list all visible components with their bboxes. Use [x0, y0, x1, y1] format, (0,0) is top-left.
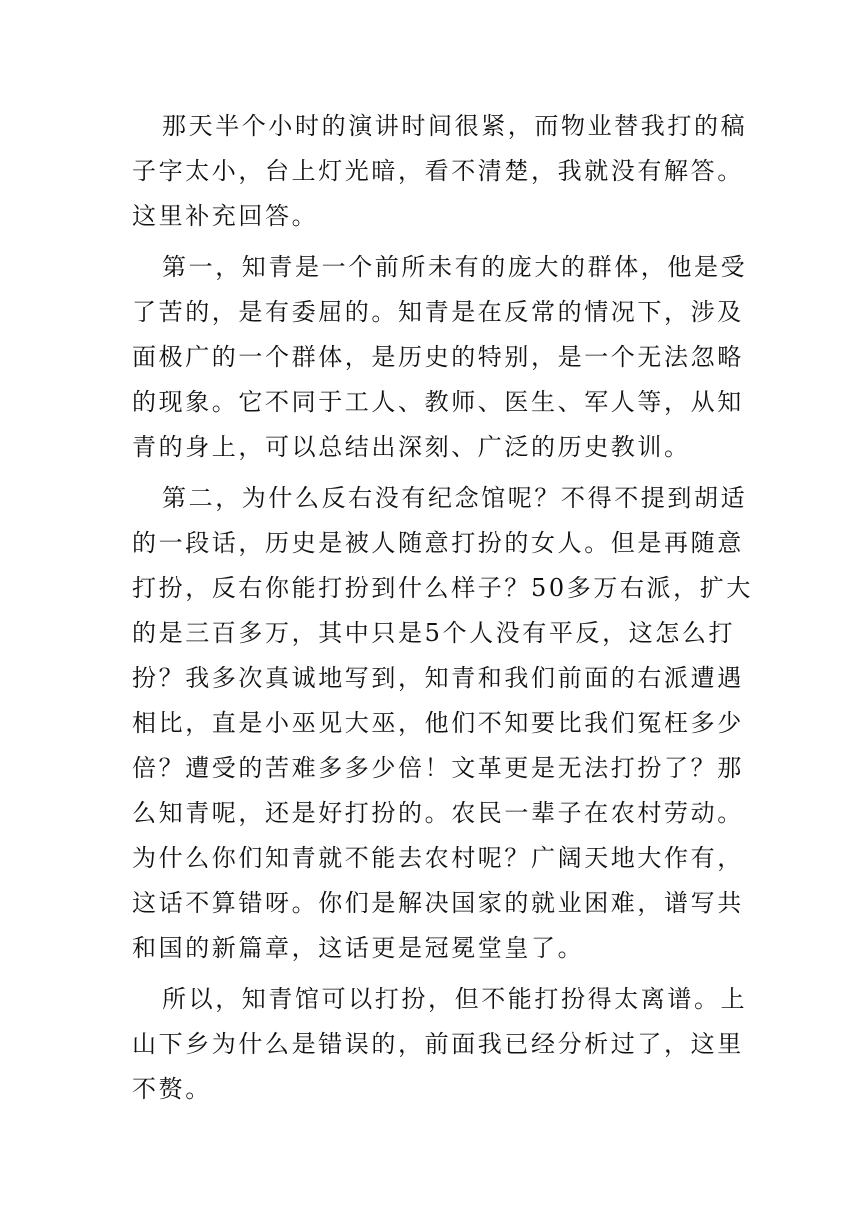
text-line: 么知青呢，还是好打扮的。农民一辈子在农村劳动。: [132, 799, 744, 827]
text-line: 相比，直是小巫见大巫，他们不知要比我们冤枉多少: [132, 709, 744, 737]
text-line: 青的身上，可以总结出深刻、广泛的历史教训。: [132, 433, 691, 461]
text-line: 面极广的一个群体，是历史的特别，是一个无法忽略: [132, 343, 744, 371]
text-line: 的一段话，历史是被人随意打扮的女人。但是再随意: [132, 529, 744, 557]
text-line: 不赘。: [132, 1075, 212, 1103]
text-line: 的现象。它不同于工人、教师、医生、军人等，从知: [132, 388, 744, 416]
document-body: [132, 104, 753, 1118]
text-line: 了苦的，是有委屈的。知青是在反常的情况下，涉及: [132, 298, 744, 326]
text-line: 扮？我多次真诚地写到，知青和我们前面的右派遭遇: [132, 664, 744, 692]
paragraph-conclusion: [132, 977, 748, 1112]
text-line: 所以，知青馆可以打扮，但不能打扮得太离谱。上: [162, 985, 748, 1013]
paragraph-intro: [132, 104, 748, 239]
text-line: 第二，为什么反右没有纪念馆呢？不得不提到胡适: [162, 484, 748, 512]
paragraph-first-point: [132, 245, 748, 470]
text-line: 的是三百多万，其中只是5个人没有平反，这怎么打: [132, 619, 736, 647]
text-line: 这话不算错呀。你们是解决国家的就业困难，谱写共: [132, 889, 744, 917]
text-line: 倍？遭受的苦难多多少倍！文革更是无法打扮了？那: [132, 754, 744, 782]
text-line: 这里补充回答。: [132, 202, 319, 230]
text-line: 子字太小，台上灯光暗，看不清楚，我就没有解答。: [132, 157, 744, 185]
text-line: 山下乡为什么是错误的，前面我已经分析过了，这里: [132, 1030, 744, 1058]
text-line: 第一，知青是一个前所未有的庞大的群体，他是受: [162, 253, 748, 281]
paragraph-second-point: [132, 476, 753, 971]
text-line: 打扮，反右你能打扮到什么样子？50多万右派，扩大: [132, 574, 753, 602]
text-line: 和国的新篇章，这话更是冠冕堂皇了。: [132, 934, 585, 962]
text-line: 为什么你们知青就不能去农村呢？广阔天地大作有，: [132, 844, 744, 872]
text-line: 那天半个小时的演讲时间很紧，而物业替我打的稿: [162, 112, 748, 140]
